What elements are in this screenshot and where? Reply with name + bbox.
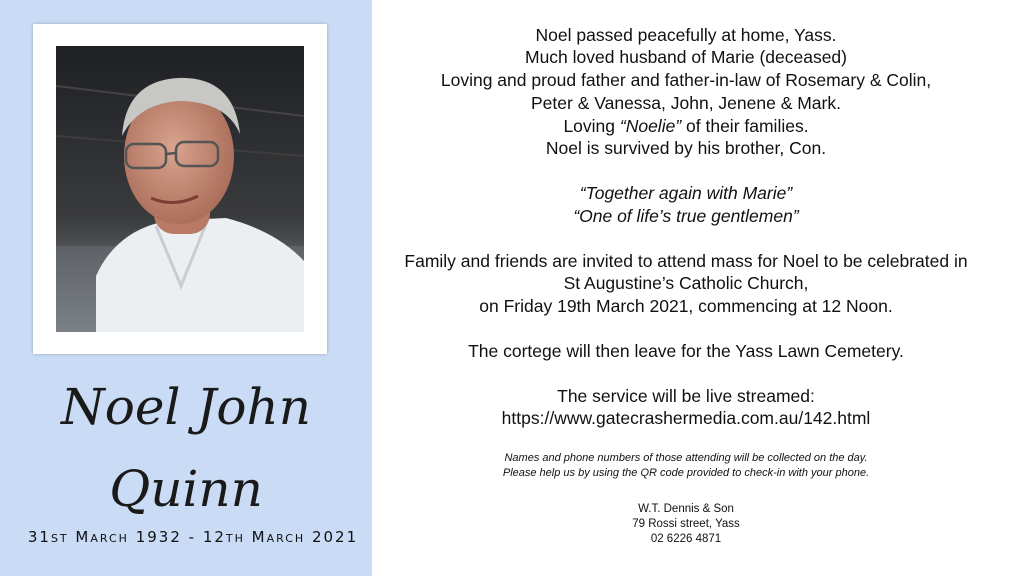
message-line-2: Much loved husband of Marie (deceased) [525, 47, 847, 67]
message-line-3: Loving and proud father and father-in-law of Rosemary & Colin, [440, 70, 932, 90]
cortege-line: The cortege will then leave for the Yass Lawn Cemetery. [468, 341, 904, 361]
message-line-4: Peter & Vanessa, John, Jenene & Mark. [531, 93, 841, 113]
message-line-5-suffix: of their families. [681, 116, 809, 136]
director-phone: 02 6226 4871 [650, 533, 722, 545]
quote-2: “One of life’s true gentlemen” [573, 206, 799, 226]
message-line-5-prefix: Loving [563, 116, 620, 136]
message-line-6: Noel is survived by his brother, Con. [545, 138, 827, 158]
director-name: W.T. Dennis & Son [638, 503, 734, 515]
left-panel [0, 0, 372, 576]
name-first-line: Noel John [61, 378, 311, 436]
portrait-photo [56, 46, 304, 332]
portrait-image [56, 46, 304, 332]
service-line-2: St Augustine’s Catholic Church, [563, 273, 809, 293]
quote-1: “Together again with Marie” [579, 183, 793, 203]
notice-text [372, 0, 1024, 576]
message-line-1: Noel passed peacefully at home, Yass. [535, 25, 837, 45]
service-line-1: Family and friends are invited to attend mass for Noel to be celebrated in [404, 251, 968, 271]
notice-line-1: Names and phone numbers of those attending will be collected on the day. [504, 452, 868, 464]
nickname: “Noelie” [619, 116, 682, 136]
photo-frame [33, 24, 327, 354]
stream-line: The service will be live streamed: [557, 386, 815, 406]
name-second-line: Quinn [109, 460, 263, 518]
service-line-3: on Friday 19th March 2021, commencing at 12 Noon. [479, 296, 893, 316]
stream-url[interactable]: https://www.gatecrashermedia.com.au/142.html [501, 408, 871, 428]
life-dates: 31st March 1932 - 12th March 2021 [27, 528, 359, 546]
director-address: 79 Rossi street, Yass [632, 518, 740, 530]
message-line-5 [372, 115, 1000, 137]
notice-line-2: Please help us by using the QR code provided to check-in with your phone. [502, 467, 870, 479]
